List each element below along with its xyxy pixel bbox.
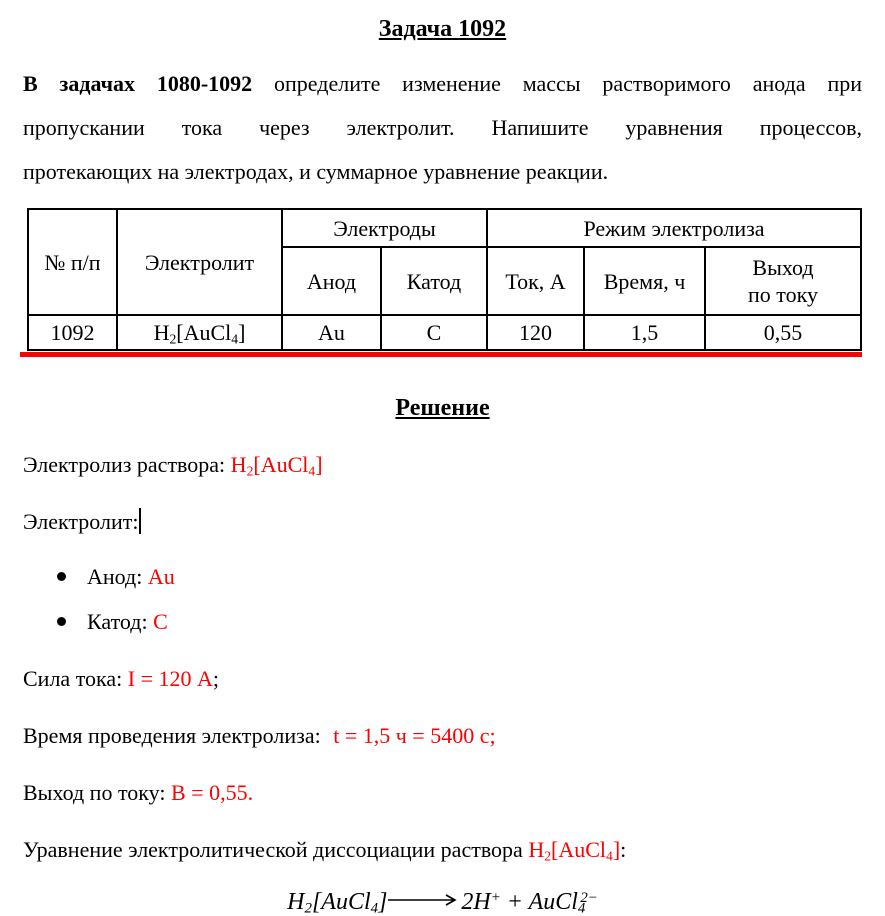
header-electrodes: Электроды	[282, 209, 487, 247]
electrolysis-line	[23, 450, 862, 480]
table-header-row-top	[28, 209, 861, 247]
header-anode: Анод	[282, 247, 381, 315]
cathode-value: C	[153, 609, 168, 634]
header-yield	[705, 247, 861, 315]
yield-value: В = 0,55.	[170, 780, 254, 805]
dissociation-label: Уравнение электролитической диссоциации раствора	[23, 837, 529, 862]
time-label: Время проведения электролиза:	[23, 723, 327, 748]
current-line	[23, 664, 862, 694]
table-row	[28, 315, 861, 350]
list-item-anode	[57, 562, 862, 592]
current-label: Сила тока:	[23, 666, 128, 691]
list-item-cathode	[57, 607, 862, 637]
dissociation-equation: $H_2[AuCl_4] 2H^+$ + AuCl$_4^{2-}$	[287, 889, 598, 916]
electrolyte-line	[23, 507, 862, 537]
dissociation-line	[23, 835, 862, 865]
cathode-label: Катод:	[87, 609, 154, 634]
current-end: ;	[212, 666, 219, 691]
intro-line-2: пропускании тока через электролит. Напишите уравнения процессов,	[23, 115, 862, 140]
cell-time: 1,5	[584, 315, 705, 350]
header-num: № п/п	[28, 209, 117, 315]
anode-label: Анод:	[87, 564, 148, 589]
dissociation-end: :	[620, 837, 627, 862]
cell-electrolyte-formula: $H_2[AuCl_4]$	[117, 315, 282, 350]
cell-yield: 0,55	[705, 315, 861, 350]
header-electrolyte: Электролит	[117, 209, 282, 315]
intro-line-1-rest: определите изменение массы растворимого анода при	[252, 71, 862, 96]
intro-paragraph	[23, 62, 862, 194]
intro-line-3: протекающих на электродах, и суммарное уравнение реакции.	[23, 159, 609, 184]
header-mode: Режим электролиза	[487, 209, 861, 247]
electrolyte-label: Электролит:	[23, 509, 139, 534]
intro-line-1	[23, 62, 862, 106]
current-value: I = 120 А	[127, 666, 213, 691]
header-time: Время, ч	[584, 247, 705, 315]
electrode-list	[23, 562, 862, 637]
header-current: Ток, А	[487, 247, 584, 315]
header-yield-line-1: Выход	[752, 255, 814, 280]
yield-label: Выход по току:	[23, 780, 171, 805]
header-yield-line-2: по току	[748, 282, 818, 307]
text-cursor	[139, 508, 141, 534]
page-title: Задача 1092	[378, 16, 507, 42]
bullet-icon	[57, 617, 66, 626]
long-right-arrow-icon	[388, 893, 460, 907]
cell-current: 120	[487, 315, 584, 350]
cell-anode: Au	[282, 315, 381, 350]
intro-bold-range: В задачах 1080-1092	[23, 71, 253, 96]
time-line	[23, 721, 862, 751]
electrolysis-formula: $H_2[AuCl_4]$	[230, 452, 323, 479]
electrolysis-table	[27, 208, 862, 351]
anode-value: Au	[147, 564, 175, 589]
bullet-icon	[57, 572, 66, 581]
solution-heading: Решение	[395, 395, 490, 421]
time-value: t = 1,5 ч = 5400 с;	[333, 723, 496, 748]
electrolysis-label: Электролиз раствора:	[23, 452, 231, 477]
yield-line	[23, 778, 862, 808]
cell-cathode: C	[381, 315, 487, 350]
dissociation-formula: $H_2[AuCl_4]$	[528, 837, 621, 864]
red-divider-line	[20, 352, 862, 357]
cell-num: 1092	[28, 315, 117, 350]
header-cathode: Катод	[381, 247, 487, 315]
